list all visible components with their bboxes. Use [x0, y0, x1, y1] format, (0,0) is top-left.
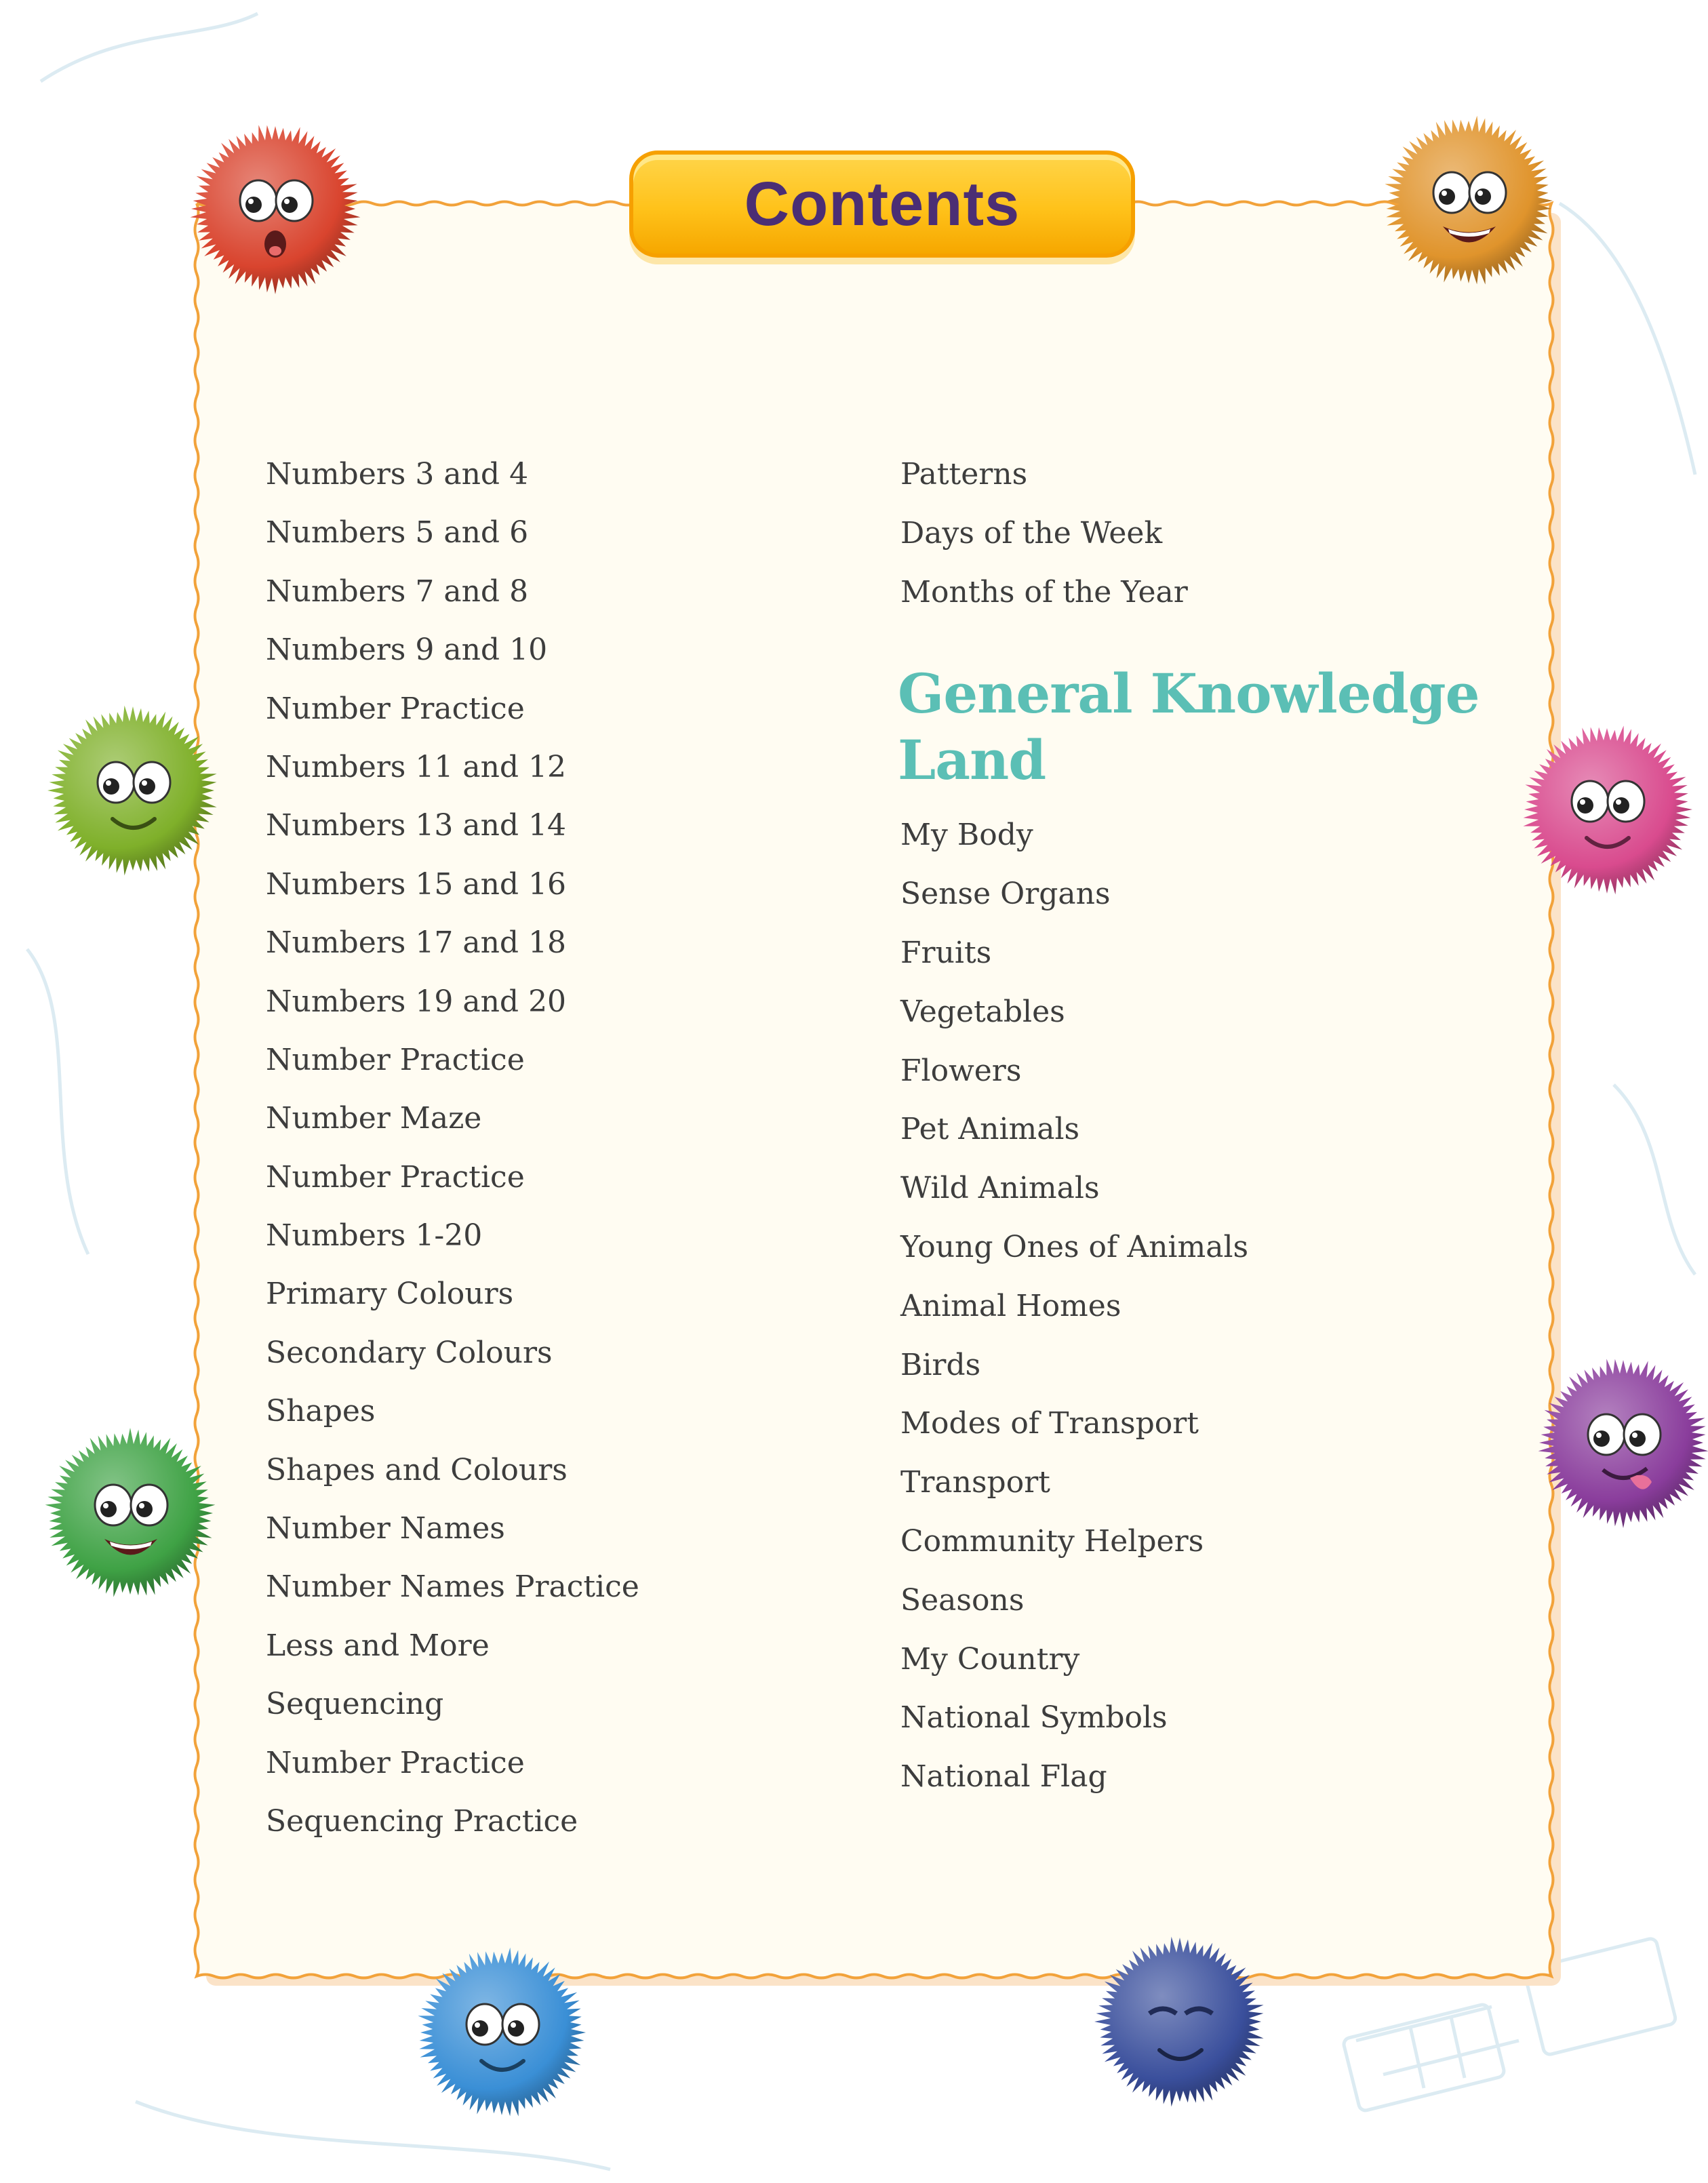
- toc-entry: Numbers 15 and 16: [266, 866, 567, 902]
- orange-fuzzy-monster-icon: [1381, 113, 1557, 289]
- red-fuzzy-monster-icon: [187, 121, 363, 297]
- section-heading-line2: Land: [898, 728, 1046, 793]
- toc-entry: Wild Animals: [900, 1171, 1100, 1206]
- page-title: Contents: [744, 169, 1020, 239]
- toc-right-column: [900, 449, 1524, 1810]
- toc-entry: National Flag: [900, 1759, 1107, 1795]
- toc-entry: Shapes: [266, 1394, 376, 1429]
- toc-entry: Number Practice: [266, 1042, 525, 1077]
- toc-entry: Vegetables: [900, 994, 1065, 1029]
- toc-list-right-top: [900, 449, 1524, 625]
- toc-entry: Number Names: [266, 1511, 505, 1546]
- toc-entry: Numbers 11 and 12: [266, 749, 567, 784]
- toc-entry: Numbers 19 and 20: [266, 984, 567, 1019]
- toc-entry: Young Ones of Animals: [900, 1229, 1249, 1264]
- toc-entry: Numbers 17 and 18: [266, 925, 567, 961]
- green-fuzzy-monster-icon: [42, 1425, 218, 1601]
- toc-entry: Numbers 7 and 8: [266, 574, 529, 609]
- toc-entry: Animal Homes: [900, 1288, 1121, 1323]
- toc-entry: Pet Animals: [900, 1112, 1080, 1147]
- purple-fuzzy-monster-icon: [1535, 1355, 1708, 1531]
- toc-entry: Flowers: [900, 1053, 1022, 1088]
- toc-entry: Patterns: [900, 457, 1028, 492]
- lime-fuzzy-monster-icon: [45, 702, 221, 879]
- toc-entry: Less and More: [266, 1628, 490, 1663]
- toc-entry: Numbers 13 and 14: [266, 808, 567, 843]
- toc-entry: Fruits: [900, 935, 992, 970]
- toc-entry: Birds: [900, 1347, 981, 1382]
- toc-entry: Number Practice: [266, 1745, 525, 1780]
- toc-entry: Secondary Colours: [266, 1335, 553, 1370]
- contents-title-banner: [629, 151, 1135, 258]
- toc-entry: Sequencing Practice: [266, 1803, 578, 1839]
- toc-entry: National Symbols: [900, 1700, 1168, 1736]
- toc-entry: Number Practice: [266, 691, 525, 726]
- toc-entry: Numbers 1-20: [266, 1218, 483, 1254]
- toc-entry: Months of the Year: [900, 574, 1188, 609]
- toc-entry: Modes of Transport: [900, 1406, 1199, 1441]
- navy-fuzzy-monster-icon: [1092, 1934, 1268, 2110]
- blue-fuzzy-monster-icon: [414, 1944, 590, 2121]
- toc-entry: Numbers 9 and 10: [266, 633, 548, 668]
- toc-entry: Number Practice: [266, 1159, 525, 1195]
- toc-entry: Sequencing: [266, 1687, 444, 1722]
- toc-entry: My Country: [900, 1641, 1080, 1677]
- section-heading-line1: General Knowledge: [898, 662, 1479, 726]
- toc-left-column: [266, 449, 876, 1854]
- toc-entry: Transport: [900, 1465, 1050, 1500]
- toc-entry: Sense Organs: [900, 877, 1111, 912]
- toc-entry: Numbers 3 and 4: [266, 457, 529, 492]
- pink-fuzzy-monster-icon: [1519, 721, 1695, 898]
- toc-entry: Numbers 5 and 6: [266, 515, 529, 550]
- toc-entry: My Body: [900, 818, 1033, 853]
- section-heading: [898, 660, 1524, 809]
- toc-entry: Number Maze: [266, 1101, 482, 1136]
- toc-entry: Primary Colours: [266, 1277, 514, 1312]
- toc-list-general-knowledge: [900, 809, 1524, 1810]
- toc-entry: Community Helpers: [900, 1523, 1204, 1559]
- toc-entry: Days of the Week: [900, 515, 1163, 550]
- toc-entry: Number Names Practice: [266, 1569, 639, 1605]
- toc-list-left: [266, 449, 876, 1854]
- toc-entry: Shapes and Colours: [266, 1452, 568, 1487]
- toc-entry: Seasons: [900, 1582, 1025, 1618]
